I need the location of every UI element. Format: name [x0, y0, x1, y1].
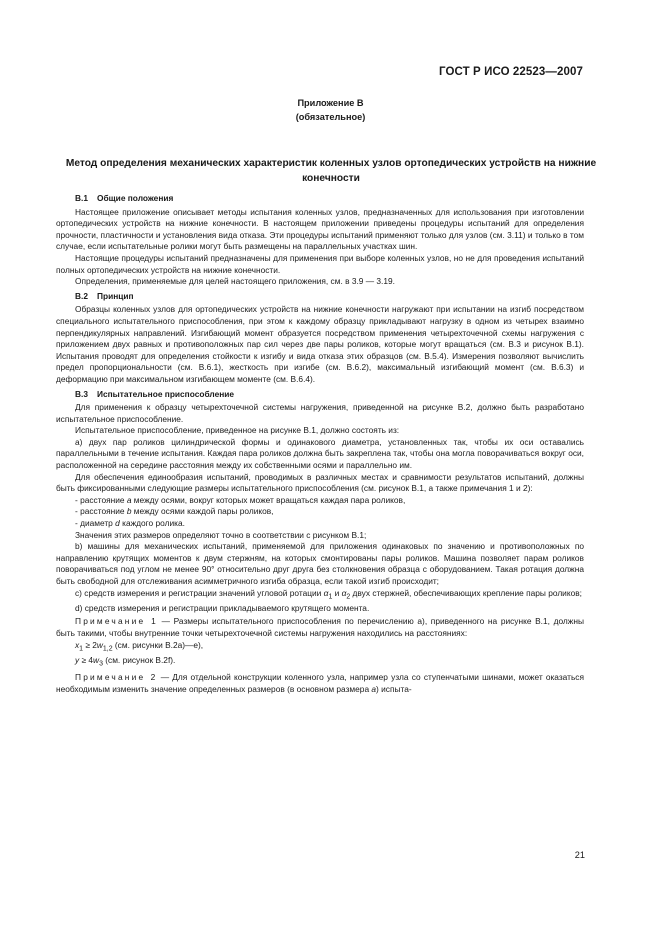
list-item-c	[56, 588, 584, 603]
text-span: - расстояние	[75, 494, 127, 505]
note-text: — Для отдельной конструкции коленного узла, например узла со ступенчатыми шинами, может оказаться необходимым изменить значение определенных размеров (в основном размера	[56, 672, 584, 694]
section-heading-b2	[56, 291, 584, 303]
section-number: В.1	[75, 193, 88, 203]
variable: w	[93, 654, 100, 665]
paragraph: Настоящее приложение описывает методы испытания коленных узлов, предназначенных для использования при изготовлении ортопедических устройств на нижние конечности. В настоящем приложении приведены процедуры испытаний для определения прочности, пластичности и установления вида отказа. Эти процедуры испытаний применяют только для узлов (см. 3.11) и только в том случае, если испытательные ролики могут быть размещены на параллельных участках шин.	[56, 206, 584, 252]
text-span: - диаметр	[75, 518, 116, 529]
text-span: ≥ 2	[83, 639, 97, 650]
text-span: ≥ 4	[79, 654, 94, 665]
variable: a	[126, 494, 132, 505]
variable: b	[126, 506, 132, 517]
dash-item-d	[56, 518, 584, 530]
paragraph: Определения, применяемые для целей настоящего приложения, см. в 3.9 — 3.19.	[75, 276, 395, 287]
paragraph: Для обеспечения единообразия испытаний, проводимых в различных местах и сравнимости результатов испытаний, должны быть фиксированными следующие размеры испытательного приспособления (см. рисунок В.1, а также примечания 1 и 2):	[56, 471, 584, 494]
variable: x	[75, 639, 80, 650]
paragraph: Образцы коленных узлов для ортопедических устройств на нижние конечности нагружают при испытании на изгиб посредством специального испытательного приспособления, при этом к каждому образцу прикладывают нагрузку в одном из четырех взаимно перпендикулярных направлений. Изгибающий момент образуется посредством применения четырехточечной схемы нагружения с приложением двух равных и противоположных пар сил через две пары роликов, которые могут вращаться (см. В.3 и рисунок В.1). Испытания проводят для определения стойкости к изгибу и вида отказа этих образцов (см. В.5.4). Измерения позволяют вычислить предел пропорциональности (см. В.6.1), жесткость при изгибе (см. В.6.2), максимальный изгибающий момент (см. В.6.3) и деформацию при максимальном изгибающем моменте (см. В.6.4).	[56, 304, 584, 384]
dash-item-b	[56, 506, 584, 518]
text-span: (см. рисунок В.2f).	[102, 654, 176, 665]
variable: y	[75, 654, 80, 665]
note-text: — Размеры испытательного приспособления по перечислению а), приведенного на рисунке В.1, должны быть такими, чтобы внутренние точки четырехточечной системы нагружения находились на расстояниях:	[56, 616, 584, 639]
list-item-b: b) машины для механических испытаний, применяемой для приложения одинаковых по значению и противоположных по направлению крутящих моментов к двум стержням, на которых смонтированы пары роликов. Машина позволяет парам роликов поворачиваться под углом не менее 90° относительно друг друга без столкновения образца с оборудованием. Такая ротация должна быть свободной для отслеживания асимметричного изгиба образца, если такой изгиб происходит;	[56, 541, 584, 586]
standard-code-header: ГОСТ Р ИСО 22523—2007	[438, 66, 583, 78]
note-1	[56, 616, 584, 639]
section-number: В.2	[75, 290, 88, 301]
text-span: каждого ролика.	[119, 518, 185, 529]
document-body	[56, 190, 584, 695]
paragraph: Испытательное приспособление, приведенное на рисунке В.1, должно состоять из:	[75, 425, 400, 436]
annex-heading	[0, 96, 661, 124]
section-title: Принцип	[97, 290, 134, 301]
text-span: - расстояние	[75, 506, 127, 517]
variable: α	[323, 587, 329, 598]
annex-status: (обязательное)	[295, 112, 366, 122]
variable: α	[341, 587, 347, 598]
note-text: ) испыта-	[376, 683, 412, 694]
note-label: Примечание 2	[75, 672, 158, 683]
paragraph: Значения этих размеров определяют точно в соответствии с рисунком В.1;	[75, 529, 367, 540]
section-title: Испытательное приспособление	[97, 388, 235, 399]
section-heading-b1	[56, 193, 584, 205]
text-span: между осями, вокруг которых может вращаться каждая пара роликов,	[131, 494, 406, 505]
variable: a	[371, 683, 377, 694]
list-item-d: d) средств измерения и регистрации прикладываемого крутящего момента.	[75, 602, 370, 613]
annex-title: Приложение В	[297, 98, 364, 108]
subscript: 3	[99, 660, 103, 668]
main-title: Метод определения механических характеристик коленных узлов ортопедических устройств на нижние конечности	[65, 158, 597, 184]
list-item-a: а) двух пар роликов цилиндрической формы и одинакового диаметра, установленных так, чтобы их оси оставались параллельными в течение испытания. Каждая пара роликов должна быть закреплена так, чтобы она могла поворачиваться вокруг оси, расположенной на середине расстояния между их собственными осями и параллельно им.	[56, 436, 584, 471]
text-span: двух стержней, обеспечивающих крепление пары роликов;	[350, 587, 582, 598]
text-span: между осями каждой пары роликов,	[131, 506, 274, 517]
subscript: 1	[79, 645, 84, 653]
subscript: 1	[328, 593, 333, 601]
note-2	[56, 672, 584, 695]
text-span: (см. рисунки В.2а)—е),	[112, 639, 204, 650]
variable: d	[115, 518, 120, 529]
section-title: Общие положения	[97, 193, 174, 203]
section-number: В.3	[75, 388, 88, 399]
formula-1	[56, 640, 584, 655]
paragraph: Настоящие процедуры испытаний предназначены для применения при выборе коленных узлов, но не для проведения испытаний полных ортопедических устройств на нижние конечности.	[56, 252, 584, 275]
section-heading-b3	[56, 389, 584, 401]
note-label: Примечание 1	[75, 616, 158, 627]
subscript: 2	[346, 593, 351, 601]
subscript: 1,2	[102, 645, 113, 653]
text-span: с) средств измерения и регистрации значений угловой ротации	[75, 587, 324, 598]
text-span: и	[332, 587, 342, 598]
variable: w	[96, 639, 103, 650]
dash-item-a	[56, 495, 584, 507]
paragraph: Для применения к образцу четырехточечной системы нагружения, приведенной на рисунке В.2, должно быть разработано испытательное приспособление.	[56, 402, 584, 424]
page-number: 21	[574, 850, 585, 860]
formula-2	[56, 655, 584, 670]
